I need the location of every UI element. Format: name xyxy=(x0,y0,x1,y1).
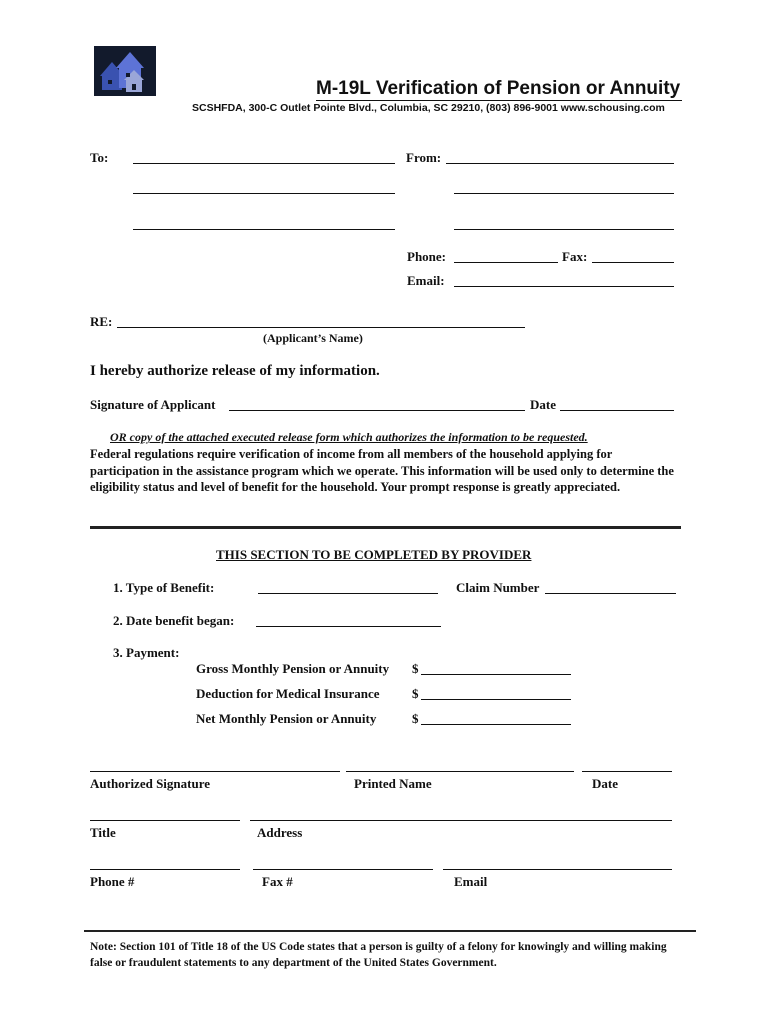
medical-dollar-sign: $ xyxy=(412,686,419,701)
from-line-1[interactable] xyxy=(446,163,674,164)
verification-paragraph: Federal regulations require verification of income from all members of the household applying for participation in the assistance program which we operate. This information will be used only to determine the eligibility status and level of benefit for the household. Your prompt response is greatly appreciated. xyxy=(90,447,674,494)
benefit-type-line[interactable] xyxy=(258,593,438,594)
authorization-date-line[interactable] xyxy=(560,410,674,411)
authorization-heading: I hereby authorize release of my information. xyxy=(90,363,380,379)
provider-phone-label: Phone # xyxy=(90,874,135,889)
authorized-signature-line[interactable] xyxy=(90,771,340,772)
payment-label: 3. Payment: xyxy=(113,645,180,660)
phone-label: Phone: xyxy=(407,249,446,264)
fax-line[interactable] xyxy=(592,262,674,263)
provider-date-line[interactable] xyxy=(582,771,672,772)
claim-number-line[interactable] xyxy=(545,593,676,594)
authorized-signature-label: Authorized Signature xyxy=(90,776,211,791)
email-line[interactable] xyxy=(454,286,674,287)
title-line[interactable] xyxy=(90,820,240,821)
applicant-signature-line[interactable] xyxy=(229,410,525,411)
form-title: M-19L Verification of Pension or Annuity xyxy=(316,78,681,99)
from-label: From: xyxy=(406,150,442,165)
benefit-date-line[interactable] xyxy=(256,626,441,627)
phone-line[interactable] xyxy=(454,262,558,263)
authorization-date-label: Date xyxy=(530,397,556,412)
applicant-name-caption: (Applicant’s Name) xyxy=(263,331,363,345)
fax-label: Fax: xyxy=(562,249,588,264)
gross-pension-line[interactable] xyxy=(421,674,571,675)
benefit-type-label: 1. Type of Benefit: xyxy=(113,580,215,595)
net-pension-label: Net Monthly Pension or Annuity xyxy=(196,711,377,726)
from-line-3[interactable] xyxy=(454,229,674,230)
gross-pension-label: Gross Monthly Pension or Annuity xyxy=(196,661,390,676)
footer-note: Note: Section 101 of Title 18 of the US Code states that a person is guilty of a felony for knowingly and willing making false or fraudulent statements to any department of the United States Government. xyxy=(90,941,667,969)
address-line[interactable] xyxy=(250,820,672,821)
gross-dollar-sign: $ xyxy=(412,661,419,676)
provider-email-line[interactable] xyxy=(443,869,672,870)
provider-email-label: Email xyxy=(454,874,488,889)
title-label: Title xyxy=(90,825,116,840)
applicant-name-line[interactable] xyxy=(117,327,525,328)
printed-name-label: Printed Name xyxy=(354,776,432,791)
to-line-1[interactable] xyxy=(133,163,395,164)
medical-deduction-line[interactable] xyxy=(421,699,571,700)
provider-phone-line[interactable] xyxy=(90,869,240,870)
to-line-2[interactable] xyxy=(133,193,395,194)
houses-logo-icon xyxy=(94,46,156,96)
from-line-2[interactable] xyxy=(454,193,674,194)
net-dollar-sign: $ xyxy=(412,711,419,726)
agency-address: SCSHFDA, 300-C Outlet Pointe Blvd., Columbia, SC 29210, (803) 896-9001 www.schousing.com xyxy=(192,102,665,114)
to-line-3[interactable] xyxy=(133,229,395,230)
applicant-signature-label: Signature of Applicant xyxy=(90,397,216,412)
email-label: Email: xyxy=(407,273,445,288)
title-divider xyxy=(316,100,682,101)
provider-section-title: THIS SECTION TO BE COMPLETED BY PROVIDER xyxy=(216,547,532,562)
provider-fax-line[interactable] xyxy=(253,869,433,870)
printed-name-line[interactable] xyxy=(346,771,574,772)
section-divider xyxy=(90,526,681,529)
release-form-note: OR copy of the attached executed release form which authorizes the information to be requested. xyxy=(110,430,588,444)
re-label: RE: xyxy=(90,314,113,329)
net-pension-line[interactable] xyxy=(421,724,571,725)
claim-number-label: Claim Number xyxy=(456,580,540,595)
footer-divider xyxy=(84,930,696,932)
address-label: Address xyxy=(257,825,303,840)
to-label: To: xyxy=(90,150,109,165)
benefit-date-label: 2. Date benefit began: xyxy=(113,613,235,628)
provider-date-label: Date xyxy=(592,776,618,791)
provider-fax-label: Fax # xyxy=(262,874,293,889)
medical-deduction-label: Deduction for Medical Insurance xyxy=(196,686,380,701)
